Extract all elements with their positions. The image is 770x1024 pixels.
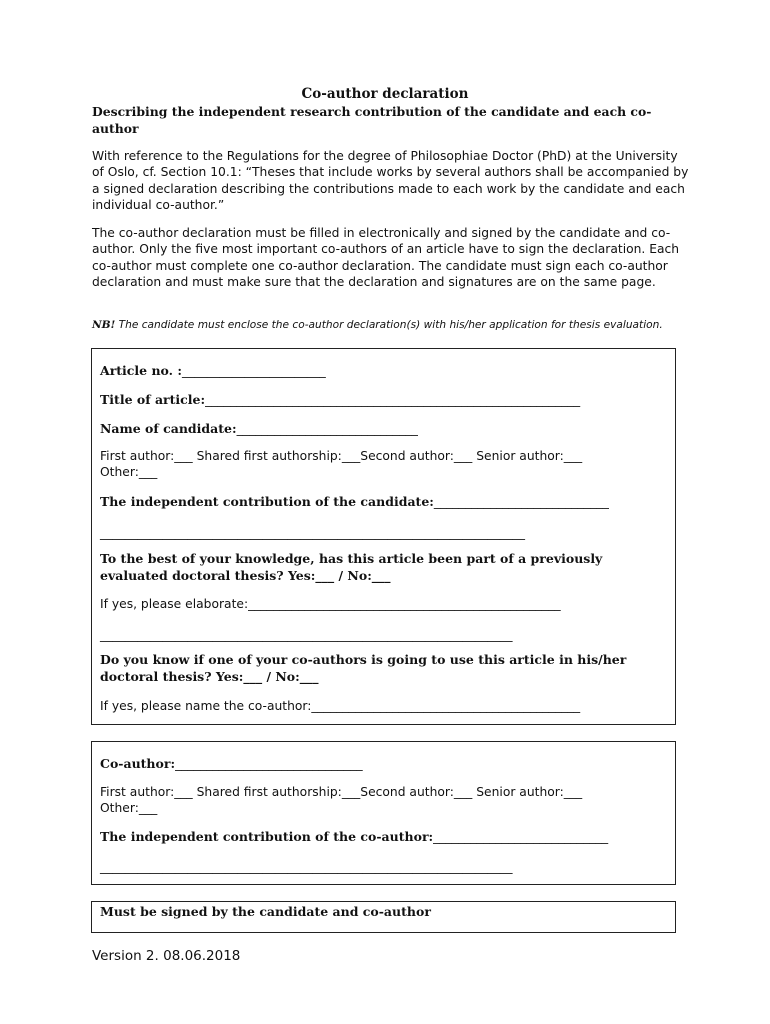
elaborate-field[interactable]: __________________________________________________ (248, 596, 561, 611)
name-coauthor-label: If yes, please name the co-author: (100, 699, 312, 713)
elaborate-row (100, 595, 561, 613)
article-section-box (91, 348, 676, 725)
nb-note (92, 318, 692, 333)
authorship-line-1[interactable]: First author:___ Shared first authorship:___Second author:___ Senior author:___ (100, 449, 583, 463)
document-title: Co-author declaration (301, 86, 469, 102)
article-no-label: Article no. : (100, 363, 182, 378)
article-no-row (100, 362, 326, 379)
previous-thesis-question-line-1: To the best of your knowledge, has this article been part of a previously (100, 551, 603, 566)
signature-label: Must be signed by the candidate and co-author (100, 904, 431, 919)
title-of-article-label: Title of article: (100, 392, 206, 407)
version-footer: Version 2. 08.06.2018 (92, 948, 241, 964)
name-of-candidate-row (100, 420, 418, 437)
regulations-paragraph: With reference to the Regulations for the degree of Philosophiae Doctor (PhD) at the University of Oslo, cf. Section 10.1: “Theses that include works by several authors shall be accompanied by a signed declaration describing the contributions made to each work by the candidate and each individual co-author.” (92, 149, 689, 212)
coauthor-contribution-field[interactable]: ____________________________ (433, 829, 609, 844)
coauthor-label: Co-author: (100, 756, 176, 771)
name-coauthor-field[interactable]: ___________________________________________ (311, 698, 581, 713)
nb-label: NB! (92, 319, 116, 331)
title-of-article-row (100, 391, 580, 408)
coauthor-contribution-label: The independent contribution of the co-author: (100, 829, 434, 844)
coauthor-use-question-line-2[interactable]: doctoral thesis? Yes:___ / No:___ (100, 669, 319, 684)
authorship-line-2[interactable]: Other:___ (100, 465, 158, 479)
candidate-contribution-row (100, 493, 609, 510)
name-coauthor-row (100, 697, 580, 715)
coauthor-row (100, 755, 363, 772)
candidate-contribution-field-2[interactable]: ____________________________________________________________________ (100, 525, 525, 540)
name-of-candidate-label: Name of candidate: (100, 421, 237, 436)
signature-section-box[interactable] (91, 901, 676, 933)
candidate-contribution-label: The independent contribution of the candidate: (100, 494, 434, 509)
document-subtitle: Describing the independent research contribution of the candidate and each co-author (92, 104, 652, 136)
article-no-field[interactable]: _______________________ (182, 363, 326, 378)
instructions-paragraph: The co-author declaration must be filled in electronically and signed by the candidate and co-author. Only the five most important co-authors of an article have to sign the declaration. Each co-author must complete one co-author declaration. The candidate must sign each co-author declaration and must make sure that the declaration and signatures are on the same page. (92, 226, 680, 289)
candidate-contribution-field[interactable]: ____________________________ (433, 494, 609, 509)
nb-text: The candidate must enclose the co-author declaration(s) with his/her application for thesis evaluation. (115, 319, 663, 331)
coauthor-authorship-line-2[interactable]: Other:___ (100, 801, 158, 815)
coauthor-use-question-line-1: Do you know if one of your co-authors is going to use this article in his/her (100, 652, 627, 667)
coauthor-contribution-field-2[interactable]: __________________________________________________________________ (100, 859, 513, 874)
coauthor-contribution-row (100, 828, 608, 845)
name-of-candidate-field[interactable]: _____________________________ (236, 421, 418, 436)
previous-thesis-question-line-2[interactable]: evaluated doctoral thesis? Yes:___ / No:___ (100, 568, 391, 583)
coauthor-authorship-line-1[interactable]: First author:___ Shared first authorship:___Second author:___ Senior author:___ (100, 785, 583, 799)
coauthor-section-box (91, 741, 676, 885)
elaborate-field-2[interactable]: __________________________________________________________________ (100, 627, 513, 642)
title-of-article-field[interactable]: ____________________________________________________________ (205, 392, 581, 407)
elaborate-label: If yes, please elaborate: (100, 597, 249, 611)
coauthor-field[interactable]: ______________________________ (175, 756, 363, 771)
